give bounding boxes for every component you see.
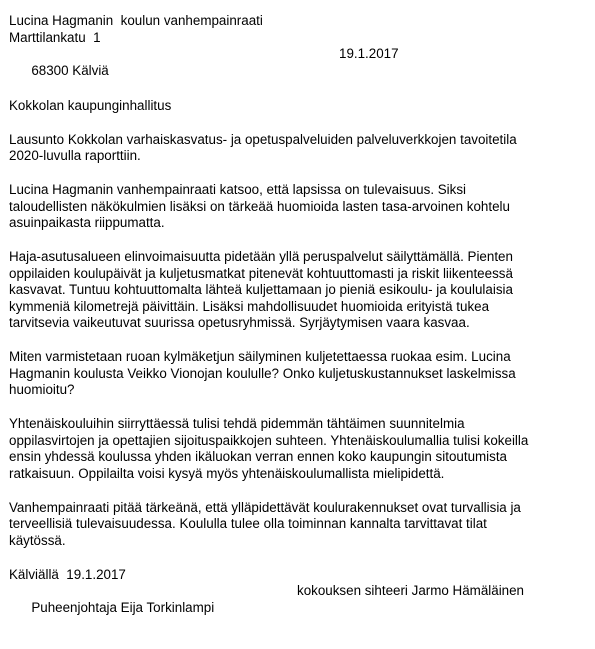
paragraph-line: tarvitsevia vaikeutuvat suurissa opetusryhmissä. Syrjäytymisen vaara kasvaa.	[9, 315, 470, 330]
signature-block	[9, 566, 569, 615]
paragraph-line: ratkaisuun. Oppilailta voisi kysyä myös yhtenäiskoulumallista mielipidettä.	[9, 465, 445, 481]
paragraph-line: huomioitu?	[9, 382, 75, 397]
sender-street: Marttilankatu 1	[9, 29, 101, 45]
paragraph-line: Yhtenäiskouluihin siirryttäessä tulisi tehdä pidemmän tähtäimen suunnitelmia	[9, 416, 465, 431]
sender-postal-row	[9, 46, 569, 78]
chairperson: Puheenjohtaja Eija Torkinlampi	[31, 599, 215, 615]
paragraph-statement-title	[9, 132, 569, 165]
paragraph-line: kymmeniä kilometrejä päivittäin. Lisäksi mahdollisuudet huomioida erityistä tukea	[9, 298, 490, 314]
paragraph-line: Lausunto Kokkolan varhaiskasvatus- ja opetuspalveluiden palveluverkkojen tavoitetila	[9, 131, 517, 147]
paragraph-line: Haja-asutusalueen elinvoimaisuutta pidetään yllä peruspalvelut säilyttämällä. Pienten	[9, 249, 513, 264]
paragraph-unified-schools	[9, 416, 569, 482]
paragraph-food-transport	[9, 349, 569, 399]
paragraph-line: käytössä.	[9, 532, 66, 548]
signatories-row	[9, 583, 569, 615]
sender-block	[9, 13, 569, 78]
paragraph-school-buildings	[9, 500, 569, 550]
paragraph-line: Hagmanin koulusta Veikko Vionojan koululle? Onko kuljetuskustannukset laskelmissa	[9, 365, 516, 381]
paragraph-line: oppilasvirtojen ja opettajien sijoituspaikkojen suhteen. Yhtenäiskoulumallia tulisi kokeilla	[9, 432, 529, 448]
letter-document	[9, 13, 569, 615]
paragraph-line: terveellisiä tulevaisuudessa. Koululla tulee olla toiminnan kannalta tarvittavat tilat	[9, 516, 487, 531]
paragraph-line: Miten varmistetaan ruoan kylmäketjun säilyminen kuljetettaessa ruokaa esim. Lucina	[9, 349, 511, 364]
sender-name: Lucina Hagmanin koulun vanhempainraati	[9, 13, 263, 28]
paragraph-line: ensin yhdessä koulussa yhden ikäluokan verran ennen koko kaupungin sitoutumista	[9, 449, 508, 464]
paragraph-line: Lucina Hagmanin vanhempainraati katsoo, että lapsissa on tulevaisuus. Siksi	[9, 182, 467, 197]
paragraph-line: kasvavat. Tuntuu kohtuuttomalta lähteä kuljettamaan jo pieniä esikoulu- ja koululaisia	[9, 282, 513, 297]
paragraph-line: asuinpaikasta riippumatta.	[9, 215, 165, 230]
footer-place-date: Kälviällä 19.1.2017	[9, 566, 126, 582]
paragraph-children-future	[9, 182, 569, 232]
sender-postal: 68300 Kälviä	[31, 62, 109, 78]
letter-date: 19.1.2017	[339, 46, 399, 61]
paragraph-line: oppilaiden koulupäivät ja kuljetusmatkat pitenevät kohtuuttomasti ja riskit liikenteessä	[9, 265, 513, 281]
paragraph-line: Vanhempainraati pitää tärkeänä, että ylläpidettävät koulurakennukset ovat turvallisia ja	[9, 499, 521, 515]
recipient: Kokkolan kaupunginhallitus	[9, 97, 172, 113]
paragraph-line: 2020-luvulla raporttiin.	[9, 148, 141, 163]
secretary: kokouksen sihteeri Jarmo Hämäläinen	[297, 583, 525, 598]
paragraph-rural-vitality	[9, 249, 569, 332]
paragraph-line: taloudellisten näkökulmien lisäksi on tärkeää huomioida lasten tasa-arvoinen kohtelu	[9, 198, 510, 214]
